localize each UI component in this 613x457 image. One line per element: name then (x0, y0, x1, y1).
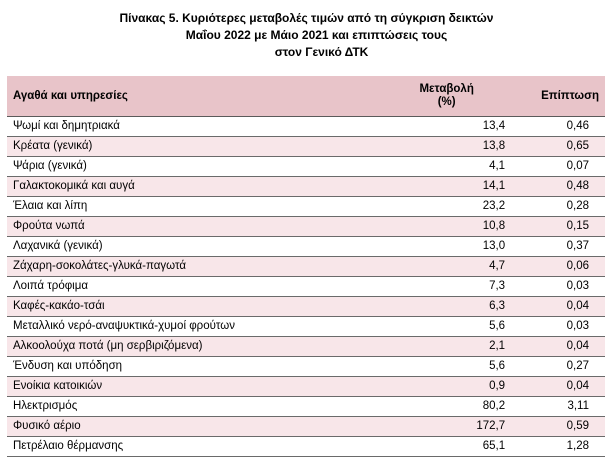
table-row (7, 157, 605, 177)
cell-name: Ζάχαρη-σοκολάτες-γλυκά-παγωτά (7, 257, 308, 277)
cell-name: Γαλακτοκομικά και αυγά (7, 177, 308, 197)
cell-name: Αλκοολούχα ποτά (μη σερβιριζόμενα) (7, 337, 308, 357)
cell-change: 13,0 (308, 237, 521, 257)
cell-impact: 0,04 (521, 337, 605, 357)
cell-impact: 0,48 (521, 177, 605, 197)
table-row (7, 257, 605, 277)
cell-name: Λαχανικά (γενικά) (7, 237, 308, 257)
table-row (7, 177, 605, 197)
cell-impact: 0,04 (521, 377, 605, 397)
title-line-3: στον Γενικό ΔΤΚ (274, 45, 369, 59)
table-header-row (7, 76, 605, 117)
cell-change: 80,2 (308, 397, 521, 417)
cell-change: 0,9 (308, 377, 521, 397)
table-row (7, 417, 605, 437)
table-row (7, 437, 605, 457)
cell-name: Λοιπά τρόφιμα (7, 277, 308, 297)
cell-impact: 0,03 (521, 277, 605, 297)
cell-name: Ενοίκια κατοικιών (7, 377, 308, 397)
cell-impact: 0,07 (521, 157, 605, 177)
header-change-unit: (%) (437, 96, 456, 108)
table-row (7, 397, 605, 417)
header-change (308, 76, 521, 117)
cell-name: Φυσικό αέριο (7, 417, 308, 437)
cell-change: 65,1 (308, 437, 521, 457)
cell-change: 5,6 (308, 357, 521, 377)
cell-name: Μεταλλικό νερό-αναψυκτικά-χυμοί φρούτων (7, 317, 308, 337)
header-goods-services: Αγαθά και υπηρεσίες (7, 76, 308, 117)
cell-change: 6,3 (308, 297, 521, 317)
cell-impact: 0,28 (521, 197, 605, 217)
table-row (7, 137, 605, 157)
table-row (7, 337, 605, 357)
cell-impact: 0,03 (521, 317, 605, 337)
table-row (7, 237, 605, 257)
table-row (7, 297, 605, 317)
cell-impact: 1,28 (521, 437, 605, 457)
table-row (7, 117, 605, 137)
table-title (0, 10, 613, 61)
cell-change: 7,3 (308, 277, 521, 297)
cell-name: Κρέατα (γενικά) (7, 137, 308, 157)
cell-change: 10,8 (308, 217, 521, 237)
cell-name: Φρούτα νωπά (7, 217, 308, 237)
cell-name: Καφές-κακάο-τσάι (7, 297, 308, 317)
cell-change: 14,1 (308, 177, 521, 197)
header-impact: Επίπτωση (521, 76, 605, 117)
cell-change: 13,4 (308, 117, 521, 137)
cell-impact: 0,37 (521, 237, 605, 257)
cell-name: Ψάρια (γενικά) (7, 157, 308, 177)
table-row (7, 277, 605, 297)
cell-impact: 0,65 (521, 137, 605, 157)
cell-name: Ψωμί και δημητριακά (7, 117, 308, 137)
table-row (7, 317, 605, 337)
table-row (7, 217, 605, 237)
cell-impact: 0,59 (521, 417, 605, 437)
cell-impact: 0,15 (521, 217, 605, 237)
cell-change: 23,2 (308, 197, 521, 217)
price-changes-table (7, 76, 605, 457)
cell-impact: 0,46 (521, 117, 605, 137)
cell-change: 4,1 (308, 157, 521, 177)
cell-change: 172,7 (308, 417, 521, 437)
cell-impact: 0,04 (521, 297, 605, 317)
header-change-label: Μεταβολή (419, 83, 474, 95)
cell-change: 4,7 (308, 257, 521, 277)
cell-name: Ηλεκτρισμός (7, 397, 308, 417)
cell-change: 5,6 (308, 317, 521, 337)
cell-impact: 3,11 (521, 397, 605, 417)
cell-impact: 0,06 (521, 257, 605, 277)
title-line-2: Μαΐου 2022 με Μάιο 2021 και επιπτώσεις τους (185, 28, 448, 42)
table-row (7, 357, 605, 377)
title-line-1: Πίνακας 5. Κυριότερες μεταβολές τιμών από τη σύγκριση δεικτών (119, 11, 494, 25)
cell-name: Πετρέλαιο θέρμανσης (7, 437, 308, 457)
cell-change: 13,8 (308, 137, 521, 157)
table-row (7, 197, 605, 217)
cell-name: Ένδυση και υπόδηση (7, 357, 308, 377)
cell-change: 2,1 (308, 337, 521, 357)
table-row (7, 377, 605, 397)
cell-impact: 0,27 (521, 357, 605, 377)
cell-name: Έλαια και λίπη (7, 197, 308, 217)
